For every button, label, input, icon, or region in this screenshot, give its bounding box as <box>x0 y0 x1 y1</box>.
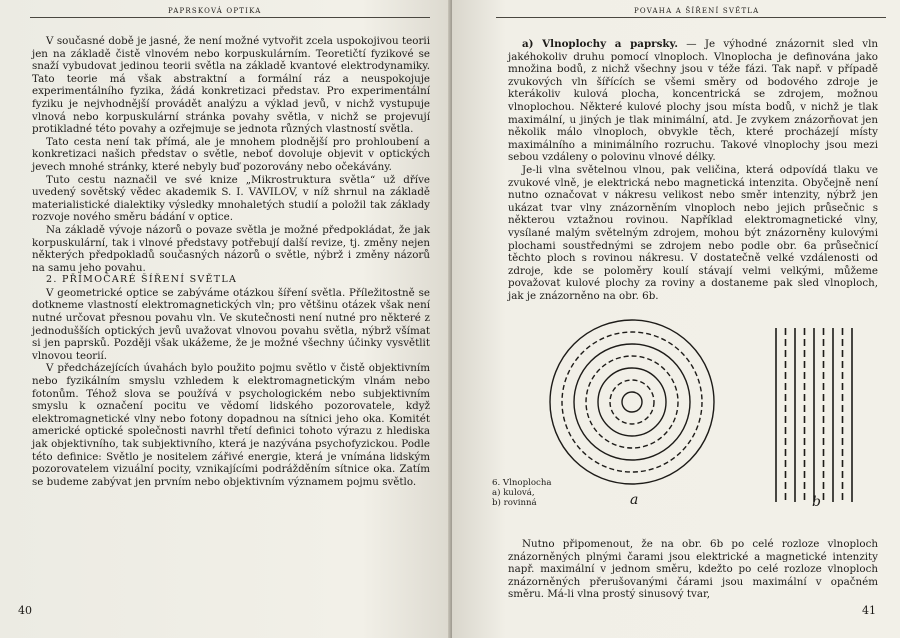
spherical-wavefronts <box>550 320 714 484</box>
right-paragraph-1: — Je výhodné znázornit sled vln jakéhokoliv druhu pomocí vlnoploch. Vlnoplocha je definována jako množina bodů, z nichž všechny jsou v téže fázi. Tak např. v případě zvukových vln šířících se všemi směry od bodového zdroje je kterákoliv kulová plocha, koncentrická se zdrojem, možnou vlnoplochou. Některé kulové plochy jsou místa bodů, v nichž je tlak maximální, u jiných je tlak minimální, atd. Je zvykem znázorňovat jen několik málo vlnoploch, obvykle těch, které procházejí místy maximálního a minimálního rozruchu. Takové vlnoplochy jsou mezi sebou vzdáleny o polovinu vlnové délky. <box>508 38 878 164</box>
wavefront-circle <box>562 332 702 472</box>
wavefront-circle <box>610 380 654 424</box>
caption-title: 6. Vlnoplocha <box>492 478 552 488</box>
figure-6b <box>770 326 862 506</box>
left-paragraph-2: Tato cesta není tak přímá, ale je mnohem plodnější pro prohloubení a konkretizaci našich představ o světle, neboť dovoluje objevit v optických jevech mnohé stránky, které nebyly buď pozorovány nebo očekávány. <box>32 135 430 173</box>
right-header-rule <box>496 17 886 18</box>
wavefront-circle <box>574 344 690 460</box>
figure-caption <box>492 478 552 508</box>
plane-wavefronts <box>776 328 852 502</box>
left-paragraph-5: V geometrické optice se zabýváme otázkou šíření světla. Příležitostně se dotkneme vlastností elektromagnetických vln; pro většinu otázek však není nutné určovat přesnou povahu vln. Ve skutečnosti není nutné pro některé z jednodušších optických jevů uvažovat vlnovou povahu světla, nýbrž všímat si jen paprsků. Později však ukážeme, že je možné všechny účinky vysvětlit vlnovou teorií. <box>32 286 430 362</box>
left-paragraph-4: Na základě vývoje názorů o povaze světla je možné předpokládat, že jak korpuskulární, tak i vlnové představy potřebují další revize, tj. změny nejen některých předpokladů současných názorů o světle, nýbrž i změny názorů na samu jeho povahu. <box>32 223 430 274</box>
figure-label-b: b <box>812 494 821 510</box>
right-body-top <box>508 38 878 302</box>
section-heading: 2. PŘÍMOČARÉ ŠÍŘENÍ SVĚTLA <box>46 274 238 286</box>
left-paragraph-3: Tuto cestu naznačil ve své knize „Mikrostruktura světla“ už dříve uvedený sovětský vědec akademik S. I. VAVILOV, v níž shrnul na základě materialistické dialektiky výsledky mnohaletých studií a položil tak základy rozvoje nového směru bádání v optice. <box>32 173 430 224</box>
left-page-number: 40 <box>18 604 32 617</box>
right-paragraph-3: Nutno připomenout, že na obr. 6b po celé rozloze vlnoploch znázorněných plnými čarami jsou elektrické a magnetické intenzity např. maximální v jednom směru, kdežto po celé rozloze vlnoploch znázorněných přerušovanými čárami jsou maximální v opačném směru. Má-li vlna prostý sinusový tvar, <box>508 538 878 601</box>
left-body <box>32 35 430 488</box>
right-running-head: POVAHA A ŠÍŘENÍ SVĚTLA <box>634 7 760 15</box>
wavefront-circle <box>586 356 678 448</box>
left-header-rule <box>30 17 430 18</box>
subsection-lead: a) Vlnoplochy a paprsky. <box>522 38 678 50</box>
right-page <box>452 0 900 638</box>
figure-6 <box>542 318 782 508</box>
left-running-head: PAPRSKOVÁ OPTIKA <box>168 7 262 15</box>
figure-label-a: a <box>630 492 639 508</box>
wavefront-circle <box>622 392 642 412</box>
caption-a: a) kulová, <box>492 488 535 498</box>
wavefront-circle <box>598 368 666 436</box>
left-paragraph-1: V současné době je jasné, že není možné vytvořit zcela uspokojivou teorii jen na základě čistě vlnovém nebo korpuskulárním. Teoretičtí fyzikové se snaží vybudovat jedinou teorii světla na základě kvantové elektrodynamiky. Tato teorie má však abstraktní a formální ráz a neuspokojuje experimentálního fyzika, žádá konkretizaci představ. Pro experimentální fyziku je nejvhodnější provádět analýzu a výklad jevů, v nichž vystupuje vlnová nebo korpuskulární stránka povahy světla, v nichž se projevují protikladné této povahy a ozřejmuje se jednota různých vlastností světla. <box>32 35 430 136</box>
right-page-number: 41 <box>862 604 876 617</box>
caption-b: b) rovinná <box>492 498 537 508</box>
left-paragraph-6: V předcházejících úvahách bylo použito pojmu světlo v čistě objektivním nebo fyzikálním smyslu vzhledem k elektromagnetickým vlnám nebo fotonům. Téhož slova se používá v psychologickém nebo subjektivním smyslu k označení pocitu ve vědomí lidského pozorovatele, když elektromagnetické vlny nebo fotony dopadnou na sítnici jeho oka. Komitét americké optické společnosti navrhl třetí definici tohoto výrazu z hlediska jak objektivního, tak subjektivního, která je nazývána psychofyzickou. Podle této definice: Světlo je nositelem zářivé energie, která je vnímána lidským pozorovatelem vizuální pocity, vznikajícími podrážděním sítnice oka. Zatím se budeme zabývat jen prvním nebo objektivním významem pojmu světlo. <box>32 362 430 488</box>
right-paragraph-2: Je-li vlna světelnou vlnou, pak veličina, která odpovídá tlaku ve zvukové vlně, je elektrická nebo magnetická intenzita. Obyčejně není nutno označovat v nákresu velikost nebo směr intenzity, nýbrž jen ukázat tvar vlny znázorněním vlnoploch nebo jejich průsečnic s některou vztažnou rovinou. Například elektromagnetické vlny, vysílané malým světelným zdrojem, mohou být znázorněny kulovými plochami soustřednými se zdrojem nebo podle obr. 6a průsečnicí těchto ploch s rovinou nákresu. V dostatečně velké vzdálenosti od zdroje, kde se poloměry koulí stávají velmi velkými, můžeme považovat kulové plochy za roviny a dostaneme pak sled vlnoploch, jak je znázorněno na obr. 6b. <box>508 163 878 302</box>
right-body-bottom <box>508 538 878 601</box>
